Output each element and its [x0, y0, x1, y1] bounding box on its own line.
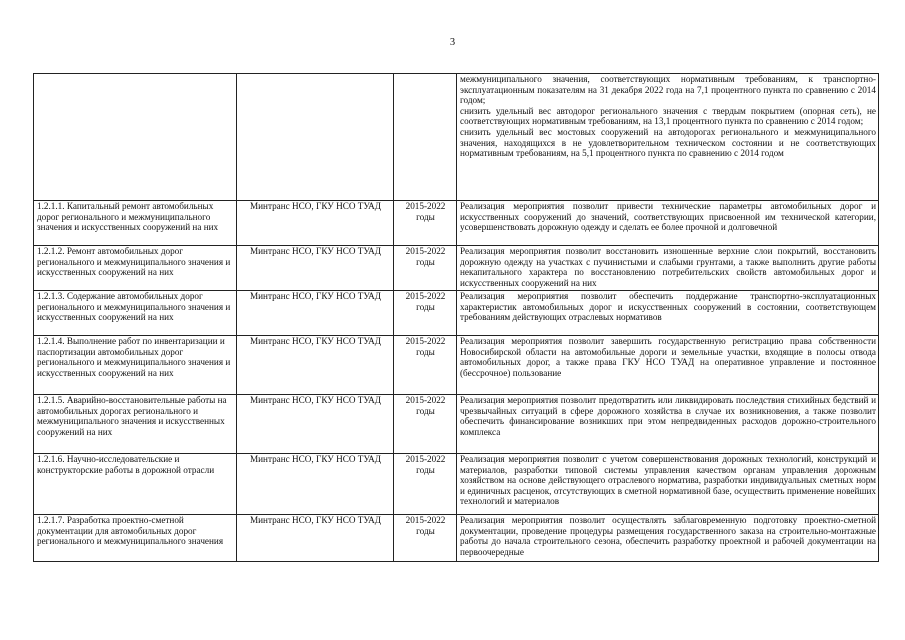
cell-period: 2015-2022 годы	[394, 454, 457, 515]
table-row	[34, 246, 879, 291]
cell-result: Реализация мероприятия позволит предотвратить или ликвидировать последствия стихийных бедствий и чрезвычайных ситуаций в сфере дорожного хозяйства в случае их возникновения, а также позволит обеспечить финансирование возникших при этом непредвиденных расходов дорожно-строительного комплекса	[457, 395, 879, 454]
cell-period: 2015-2022 годы	[394, 395, 457, 454]
cell-period: 2015-2022 годы	[394, 201, 457, 246]
result-paragraph: снизить удельный вес автодорог регионального значения с твердым покрытием (опорная сеть), не соответствующих нормативным требованиям, на 13,1 процентного пункта по сравнению с 2014 годом;	[460, 105, 876, 127]
page-number: 3	[449, 37, 456, 48]
result-paragraph: снизить удельный вес мостовых сооружений на автодорогах регионального и межмуниципального значения, находящихся в не удовлетворительном техническом состоянии и не соответствующих нормативным требованиям, на 5,1 процентного пункта по сравнению с 2014 годом	[460, 126, 876, 159]
table-row	[34, 395, 879, 454]
cell-result: Реализация мероприятия позволит восстановить изношенные верхние слои покрытий, восстановить дорожную одежду на участках с пучинистыми и слабыми грунтами, а также выполнить другие работы некапитального характера по восстановлению потребительских свойств автомобильных дорог и искусственных сооружений на них	[457, 246, 879, 291]
cell-name: 1.2.1.6. Научно-исследовательские и конструкторские работы в дорожной отрасли	[34, 454, 237, 515]
cell-name: 1.2.1.7. Разработка проектно-сметной документации для автомобильных дорог регионального и межмуниципального значения	[34, 515, 237, 562]
cell-period	[394, 74, 457, 201]
cell-executor: Минтранс НСО, ГКУ НСО ТУАД	[237, 395, 394, 454]
table-row-continuation	[34, 74, 879, 201]
cell-executor: Минтранс НСО, ГКУ НСО ТУАД	[237, 291, 394, 336]
measures-table	[33, 73, 879, 562]
cell-period: 2015-2022 годы	[394, 291, 457, 336]
cell-result: Реализация мероприятия позволит привести технические параметры автомобильных дорог и искусственных сооружений до значений, соответствующих присвоенной им технической категории, усовершенствовать дорожную одежду и сделать ее более прочной и долговечной	[457, 201, 879, 246]
cell-result	[457, 74, 879, 201]
cell-executor	[237, 74, 394, 201]
cell-period: 2015-2022 годы	[394, 246, 457, 291]
cell-name: 1.2.1.2. Ремонт автомобильных дорог регионального и межмуниципального значения и искусственных сооружений на них	[34, 246, 237, 291]
cell-name: 1.2.1.4. Выполнение работ по инвентаризации и паспортизации автомобильных дорог регионального и межмуниципального значения и искусственных сооружений на них	[34, 336, 237, 395]
cell-executor: Минтранс НСО, ГКУ НСО ТУАД	[237, 336, 394, 395]
table-row	[34, 201, 879, 246]
cell-name: 1.2.1.3. Содержание автомобильных дорог регионального и межмуниципального значения и искусственных сооружений на них	[34, 291, 237, 336]
cell-result: Реализация мероприятия позволит осуществлять заблаговременную подготовку проектно-сметной документации, проведение процедуры размещения государственного заказа на строительно-монтажные работы до начала строительного сезона, обеспечить разработку проектной и рабочей документации на первоочередные	[457, 515, 879, 562]
cell-name: 1.2.1.1. Капитальный ремонт автомобильных дорог регионального и межмуниципального значения и искусственных сооружений на них	[34, 201, 237, 246]
cell-period: 2015-2022 годы	[394, 515, 457, 562]
cell-executor: Минтранс НСО, ГКУ НСО ТУАД	[237, 201, 394, 246]
cell-result: Реализация мероприятия позволит с учетом совершенствования дорожных технологий, конструкций и материалов, разработки типовой системы управления качеством органам управления дорожным хозяйством на основе действующего отраслевого норматива, разработки индивидуальных сметных норм и единичных расценок, отсутствующих в сметной нормативной базе, осуществить применение новейших технологий и материалов	[457, 454, 879, 515]
table-row	[34, 454, 879, 515]
cell-period: 2015-2022 годы	[394, 336, 457, 395]
cell-result: Реализация мероприятия позволит обеспечить поддержание транспортно-эксплуатационных характеристик автомобильных дорог и искусственных сооружений в состоянии, соответствующем требованиям действующих отраслевых нормативов	[457, 291, 879, 336]
table-row	[34, 291, 879, 336]
table-row	[34, 336, 879, 395]
cell-executor: Минтранс НСО, ГКУ НСО ТУАД	[237, 515, 394, 562]
cell-name: 1.2.1.5. Аварийно-восстановительные работы на автомобильных дорогах регионального и межмуниципального значения и искусственных сооружений на них	[34, 395, 237, 454]
cell-executor: Минтранс НСО, ГКУ НСО ТУАД	[237, 454, 394, 515]
cell-name	[34, 74, 237, 201]
cell-executor: Минтранс НСО, ГКУ НСО ТУАД	[237, 246, 394, 291]
result-paragraph: межмуниципального значения, соответствующих нормативным требованиям, к транспортно-эксплуатационным показателям на 31 декабря 2022 года на 7,1 процентного пункта по сравнению с 2014 годом;	[460, 74, 876, 106]
cell-result: Реализация мероприятия позволит завершить государственную регистрацию права собственности Новосибирской области на автомобильные дороги и земельные участки, входящие в полосы отвода автомобильных дорог, а также права ГКУ НСО ТУАД на оперативное управление и постоянное (бессрочное) пользование	[457, 336, 879, 395]
table-row	[34, 515, 879, 562]
